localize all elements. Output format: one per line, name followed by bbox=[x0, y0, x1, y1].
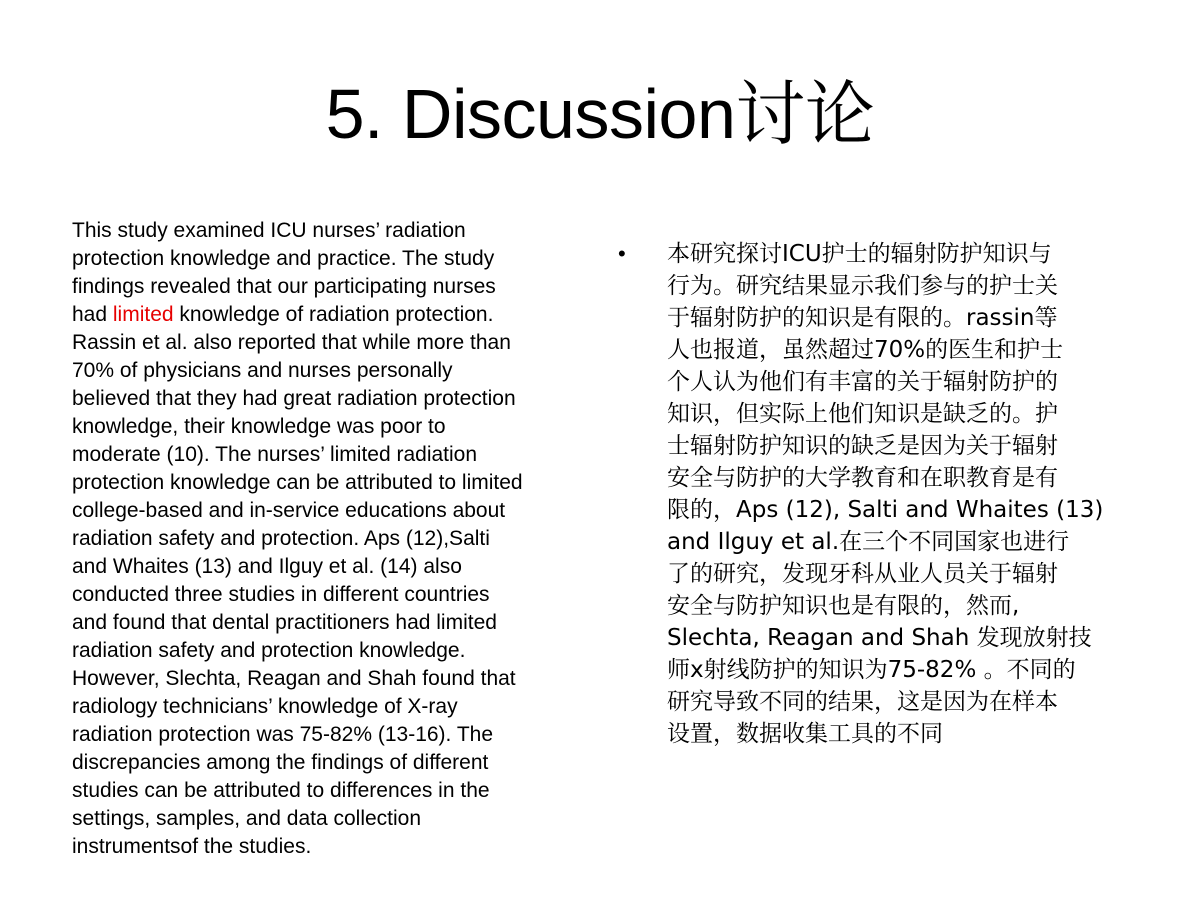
english-line: radiation safety and protection knowledge. bbox=[72, 639, 466, 662]
chinese-line: 士辐射防护知识的缺乏是因为关于辐射 bbox=[667, 433, 1058, 459]
english-line: protection knowledge and practice. The study bbox=[72, 247, 495, 270]
english-line: believed that they had great radiation protection bbox=[72, 387, 516, 410]
english-line: knowledge, their knowledge was poor to bbox=[72, 415, 446, 438]
english-line: and Whaites (13) and Ilguy et al. (14) also bbox=[72, 555, 462, 578]
english-line: radiology technicians’ knowledge of X-ray bbox=[72, 695, 458, 718]
chinese-line: 行为。研究结果显示我们参与的护士关 bbox=[667, 273, 1058, 299]
english-text: had bbox=[72, 303, 113, 326]
english-line: However, Slechta, Reagan and Shah found that bbox=[72, 667, 516, 690]
chinese-line: 本研究探讨ICU护士的辐射防护知识与 bbox=[667, 241, 1052, 267]
english-line: settings, samples, and data collection bbox=[72, 807, 422, 830]
chinese-line: 了的研究，发现牙科从业人员关于辐射 bbox=[667, 561, 1058, 587]
english-line: studies can be attributed to differences in the bbox=[72, 779, 490, 802]
english-line: protection knowledge can be attributed to limited bbox=[72, 471, 523, 494]
english-line: instrumentsof the studies. bbox=[72, 835, 312, 858]
chinese-line: 个人认为他们有丰富的关于辐射防护的 bbox=[667, 369, 1058, 395]
chinese-line: 安全与防护知识也是有限的，然而, bbox=[667, 593, 1020, 619]
chinese-line: 师x射线防护的知识为75-82% 。不同的 bbox=[667, 657, 1076, 683]
english-line: moderate (10). The nurses’ limited radiation bbox=[72, 443, 478, 466]
english-line: conducted three studies in different countries bbox=[72, 583, 490, 606]
english-line: college-based and in-service educations about bbox=[72, 499, 506, 522]
english-text: knowledge of radiation protection. bbox=[173, 303, 494, 326]
bullet-icon: • bbox=[618, 241, 626, 266]
chinese-line: 限的，Aps (12), Salti and Whaites (13) bbox=[667, 497, 1104, 523]
english-line: Rassin et al. also reported that while more than bbox=[72, 331, 511, 354]
highlighted-word: limited bbox=[112, 303, 174, 326]
chinese-line: Slechta, Reagan and Shah 发现放射技 bbox=[667, 625, 1092, 651]
english-line: findings revealed that our participating nurses bbox=[72, 275, 496, 298]
english-line-highlighted bbox=[72, 301, 577, 329]
slide-title: 5. Discussion讨论 bbox=[325, 75, 875, 153]
english-line: This study examined ICU nurses’ radiation bbox=[72, 219, 466, 242]
english-line: radiation safety and protection. Aps (12),Salti bbox=[72, 527, 490, 550]
english-paragraph bbox=[72, 217, 577, 861]
chinese-line: and Ilguy et al.在三个不同国家也进行 bbox=[667, 529, 1070, 555]
english-line: 70% of physicians and nurses personally bbox=[72, 359, 453, 382]
chinese-line: 研究导致不同的结果，这是因为在样本 bbox=[667, 689, 1058, 715]
chinese-line: 于辐射防护的知识是有限的。rassin等 bbox=[667, 305, 1058, 331]
chinese-line: 安全与防护的大学教育和在职教育是有 bbox=[667, 465, 1058, 491]
chinese-line: 设置，数据收集工具的不同 bbox=[667, 721, 943, 747]
english-line: and found that dental practitioners had limited bbox=[72, 611, 497, 634]
english-line: discrepancies among the findings of different bbox=[72, 751, 489, 774]
chinese-line: 人也报道，虽然超过70%的医生和护士 bbox=[667, 337, 1064, 363]
english-line: radiation protection was 75-82% (13-16). The bbox=[72, 723, 494, 746]
chinese-paragraph bbox=[667, 238, 1137, 750]
chinese-line: 知识，但实际上他们知识是缺乏的。护 bbox=[667, 401, 1058, 427]
